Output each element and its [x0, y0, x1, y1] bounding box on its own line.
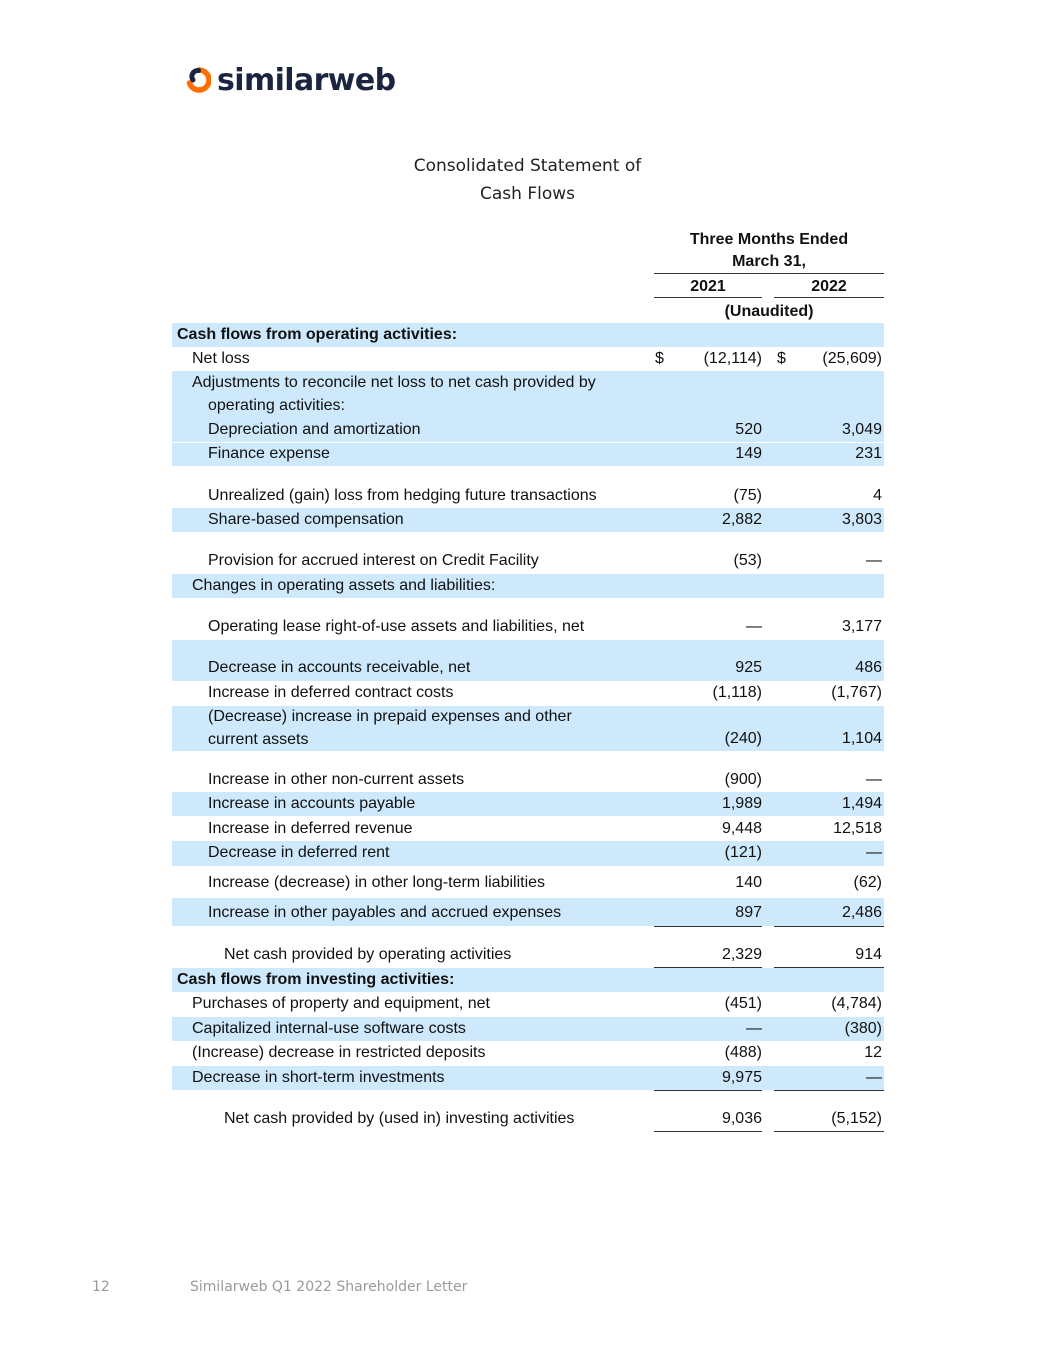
- row-label: (Increase) decrease in restricted deposits: [192, 1044, 486, 1061]
- value-2022: 2,486: [841, 904, 882, 921]
- value-2022: 12: [864, 1044, 882, 1061]
- row-label: Increase in other payables and accrued expenses: [208, 904, 562, 921]
- value-2022: (4,784): [831, 995, 882, 1012]
- value-2021: (1,118): [712, 684, 762, 701]
- brand-name: similarweb: [217, 62, 396, 98]
- year-2022-header: 2022: [811, 278, 847, 295]
- table-row: [172, 443, 884, 466]
- value-2021: —: [746, 618, 762, 635]
- row-label: Decrease in deferred rent: [208, 844, 390, 861]
- row-label: Changes in operating assets and liabilities:: [192, 577, 496, 594]
- table-row: [172, 484, 884, 508]
- similarweb-logo-icon: [185, 67, 211, 93]
- table-row: [172, 574, 884, 598]
- table-row: [172, 371, 884, 418]
- total-rule: [774, 1131, 884, 1132]
- row-label: Share-based compensation: [208, 511, 404, 528]
- row-label: Purchases of property and equipment, net: [192, 995, 490, 1012]
- page-number: 12: [92, 1279, 110, 1295]
- value-2021: 2,882: [721, 511, 762, 528]
- value-2021: (488): [724, 1044, 762, 1061]
- row-label: Increase in accounts payable: [208, 795, 416, 812]
- value-2022: 4: [873, 487, 882, 504]
- row-label: Finance expense: [208, 445, 330, 462]
- table-row: [172, 640, 884, 681]
- row-label: Net loss: [192, 350, 250, 367]
- table-row: [172, 792, 884, 816]
- row-label: Adjustments to reconcile net loss to net cash provided by: [192, 374, 596, 391]
- row-label: Cash flows from operating activities:: [177, 326, 458, 343]
- table-row: [172, 943, 884, 967]
- value-2022: 3,803: [841, 511, 882, 528]
- currency-symbol: $: [655, 350, 664, 367]
- table-row: [172, 615, 884, 639]
- year-2021-rule: [654, 297, 762, 298]
- value-2021: 2,329: [721, 946, 762, 963]
- period-header: Three Months Ended: [689, 231, 849, 248]
- table-row: [172, 841, 884, 866]
- value-2022: 1,104: [841, 730, 882, 747]
- value-2022: (25,609): [822, 350, 882, 367]
- value-2022: 3,177: [841, 618, 882, 635]
- table-row: [172, 681, 884, 706]
- value-2022: 12,518: [833, 820, 882, 837]
- title-line-1: Consolidated Statement of: [413, 156, 642, 176]
- value-2022: (380): [844, 1020, 882, 1037]
- table-row: [172, 968, 884, 992]
- row-label: Decrease in short-term investments: [192, 1069, 445, 1086]
- value-2021: 9,975: [721, 1069, 762, 1086]
- value-2021: (75): [733, 487, 762, 504]
- table-row: [172, 1066, 884, 1090]
- value-2022: —: [866, 771, 882, 788]
- row-label: Increase in deferred contract costs: [208, 684, 454, 701]
- subtotal-rule: [774, 926, 884, 927]
- value-2021: (240): [724, 730, 762, 747]
- value-2021: (53): [733, 552, 762, 569]
- row-label: Increase in other non-current assets: [208, 771, 465, 788]
- title-line-2: Cash Flows: [480, 184, 575, 204]
- similarweb-logo: [185, 60, 396, 100]
- table-row: [172, 898, 884, 926]
- value-2021: —: [746, 1020, 762, 1037]
- value-2022: 1,494: [841, 795, 882, 812]
- row-label: Capitalized internal-use software costs: [192, 1020, 466, 1037]
- row-label: Net cash provided by (used in) investing activities: [224, 1110, 575, 1127]
- table-row: [172, 508, 884, 532]
- value-2021: 897: [735, 904, 762, 921]
- subtotal-rule: [654, 926, 762, 927]
- value-2022: 3,049: [841, 421, 882, 438]
- table-row: [172, 347, 884, 371]
- subtotal-rule: [654, 1090, 762, 1091]
- table-row: [172, 549, 884, 573]
- value-2021: 149: [735, 445, 762, 462]
- subtotal-rule: [774, 1090, 884, 1091]
- table-row: [172, 706, 884, 751]
- row-label-continued: operating activities:: [208, 397, 345, 414]
- value-2021: (451): [724, 995, 762, 1012]
- value-2021: 925: [735, 659, 762, 676]
- row-label: Increase (decrease) in other long-term liabilities: [208, 874, 546, 891]
- value-2022: 231: [855, 445, 882, 462]
- row-label: Increase in deferred revenue: [208, 820, 413, 837]
- row-label: (Decrease) increase in prepaid expenses and other: [208, 708, 572, 725]
- value-2021: 140: [735, 874, 762, 891]
- value-2021: 9,448: [721, 820, 762, 837]
- table-row: [172, 323, 884, 347]
- value-2021: (12,114): [703, 350, 762, 367]
- row-label-continued: current assets: [208, 731, 309, 748]
- row-label: Depreciation and amortization: [208, 421, 421, 438]
- value-2022: —: [866, 1069, 882, 1086]
- value-2022: (5,152): [831, 1110, 882, 1127]
- year-2022-rule: [774, 297, 884, 298]
- row-label: Provision for accrued interest on Credit Facility: [208, 552, 539, 569]
- value-2021: 1,989: [721, 795, 762, 812]
- table-row: [172, 1107, 884, 1131]
- page-title: [380, 152, 675, 208]
- table-row: [172, 1017, 884, 1041]
- value-2022: —: [866, 552, 882, 569]
- value-2022: 486: [855, 659, 882, 676]
- value-2021: (121): [724, 844, 762, 861]
- row-label: Net cash provided by operating activities: [224, 946, 512, 963]
- row-label: Unrealized (gain) loss from hedging future transactions: [208, 487, 597, 504]
- value-2022: 914: [855, 946, 882, 963]
- currency-symbol: $: [777, 350, 786, 367]
- year-2021-header: 2021: [690, 278, 726, 295]
- table-row: [172, 817, 884, 841]
- table-row: [172, 870, 884, 896]
- table-row: [172, 1041, 884, 1066]
- table-row: [172, 768, 884, 792]
- value-2022: (1,767): [831, 684, 882, 701]
- row-label: Operating lease right-of-use assets and liabilities, net: [208, 618, 585, 635]
- header-rule: [654, 273, 884, 274]
- period-date-header: March 31,: [732, 253, 806, 270]
- row-label: Decrease in accounts receivable, net: [208, 659, 471, 676]
- value-2022: —: [866, 844, 882, 861]
- total-rule: [654, 1131, 762, 1132]
- value-2022: (62): [853, 874, 882, 891]
- footer-text: Similarweb Q1 2022 Shareholder Letter: [190, 1279, 468, 1295]
- unaudited-header: (Unaudited): [724, 303, 814, 320]
- table-row: [172, 418, 884, 442]
- value-2021: 9,036: [721, 1110, 762, 1127]
- table-row: [172, 992, 884, 1017]
- row-label: Cash flows from investing activities:: [177, 971, 455, 988]
- value-2021: 520: [735, 421, 762, 438]
- value-2021: (900): [724, 771, 762, 788]
